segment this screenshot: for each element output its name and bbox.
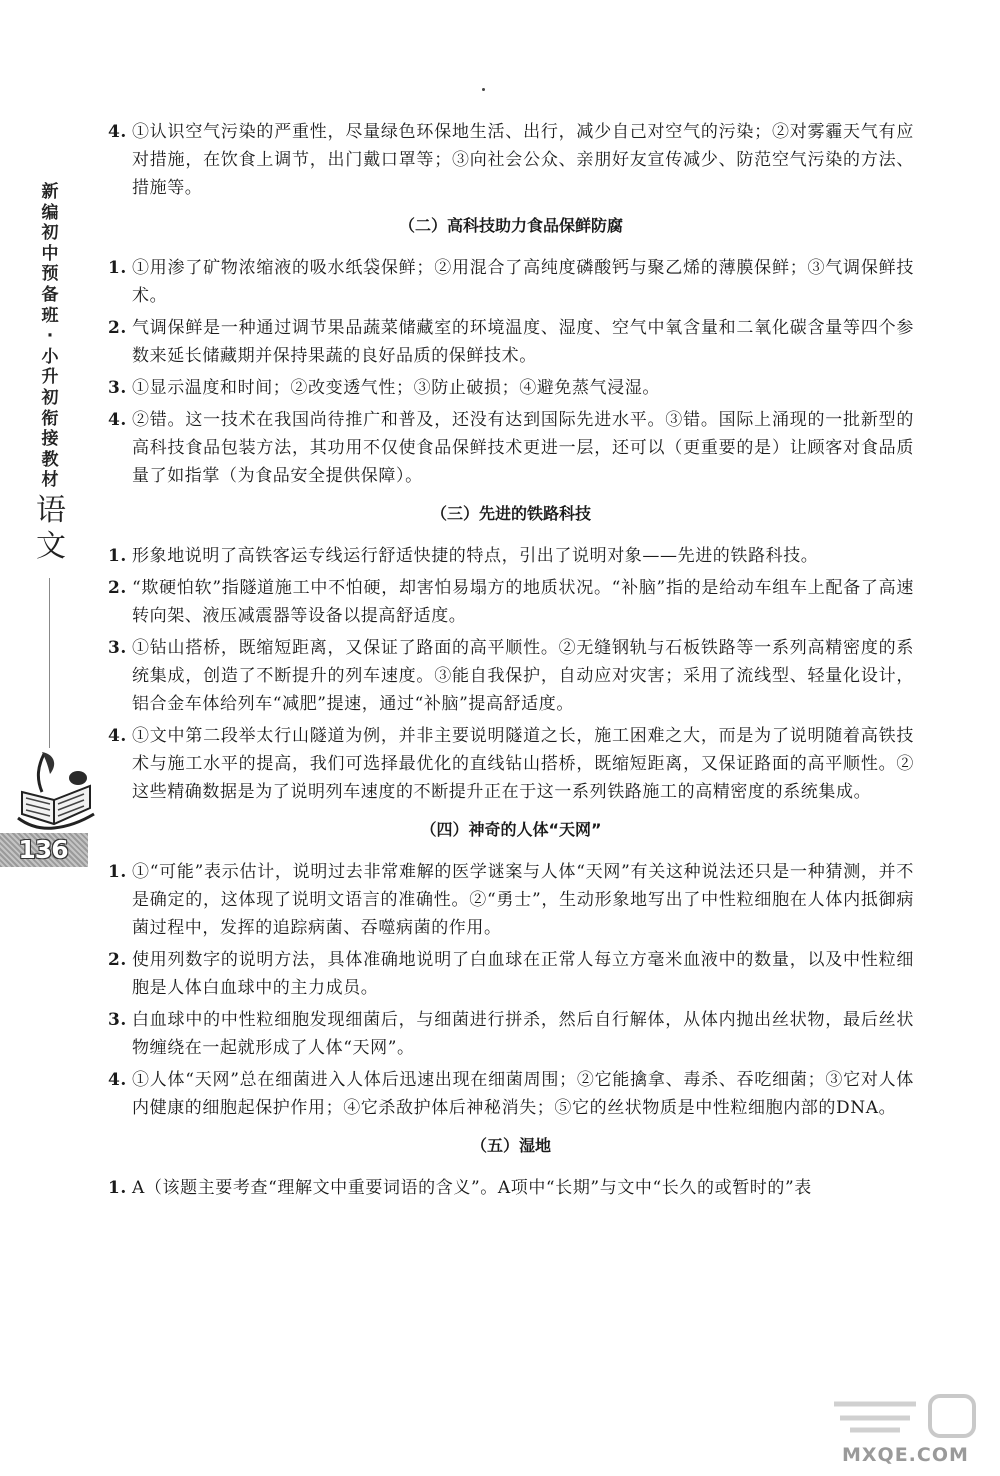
answer-item [108, 946, 914, 1002]
answer-item [108, 118, 914, 202]
item-number: 1. [108, 862, 127, 882]
sidebar-char: 教 [41, 449, 59, 470]
answer-item [108, 542, 914, 570]
item-text: ①用渗了矿物浓缩液的吸水纸袋保鲜；②用混合了高纯度磷酸钙与聚乙烯的薄膜保鲜；③气调保鲜技术。 [132, 258, 914, 306]
item-number: 4. [108, 1070, 127, 1090]
sidebar-char: 衔 [41, 408, 59, 429]
sidebar-title [36, 182, 64, 565]
item-text: ①认识空气污染的严重性，尽量绿色环保地生活、出行，减少自己对空气的污染；②对雾霾天气有应对措施，在饮食上调节，出门戴口罩等；③向社会公众、亲朋好友宣传减少、防范空气污染的方法、措施等。 [132, 122, 914, 198]
item-text: 白血球中的中性粒细胞发现细菌后，与细菌进行拼杀，然后自行解体，从体内抛出丝状物，最后丝状物缠绕在一起就形成了人体“天网”。 [132, 1010, 914, 1058]
sidebar-char: 班 [41, 305, 59, 326]
page-number: 136 [18, 835, 68, 864]
item-number: 2. [108, 318, 127, 338]
sidebar-char: · [46, 326, 54, 347]
item-text: 形象地说明了高铁客运专线运行舒适快捷的特点，引出了说明对象——先进的铁路科技。 [132, 546, 819, 566]
sidebar-char: 小 [41, 346, 59, 367]
answer-item [108, 858, 914, 942]
item-text: 气调保鲜是一种通过调节果品蔬菜储藏室的环境温度、湿度、空气中氧含量和二氧化碳含量等四个参数来延长储藏期并保持果蔬的良好品质的保鲜技术。 [132, 318, 914, 366]
watermark-text: MXQE.COM [842, 1444, 969, 1466]
answer-item [108, 406, 914, 490]
item-text: ①文中第二段举太行山隧道为例，并非主要说明隧道之长，施工困难之大，而是为了说明随着高铁技术与施工水平的提高，我们可选择最优化的直线钻山搭桥，既缩短距离，又保证路面的高平顺性。②这些精确数据是为了说明列车速度的不断提升正在于这一系列铁路施工的高精密度的系统集成。 [132, 726, 914, 802]
answer-item [108, 634, 914, 718]
sidebar-char: 初 [41, 387, 59, 408]
answer-content [108, 118, 914, 1206]
sidebar-char: 接 [41, 429, 59, 450]
item-number: 1. [108, 546, 127, 566]
section-title: （二）高科技助力食品保鲜防腐 [398, 216, 623, 235]
answer-item [108, 254, 914, 310]
item-text: ①钻山搭桥，既缩短距离，又保证了路面的高平顺性。②无缝钢轨与石板铁路等一系列高精密度的系统集成，创造了不断提升的列车速度。③能自我保护，自动应对灾害；采用了流线型、轻量化设计，铝合金车体给列车“减肥”提速，通过“补脑”提高舒适度。 [132, 638, 914, 714]
item-number: 1. [108, 258, 127, 278]
item-number: 2. [108, 578, 127, 598]
sidebar-char: 编 [41, 202, 59, 223]
book-quill-icon [14, 748, 98, 834]
item-text: A（该题主要考查“理解文中重要词语的含义”。A项中“长期”与文中“长久的或暂时的”表 [132, 1178, 812, 1198]
item-text: “欺硬怕软”指隧道施工中不怕硬，却害怕易塌方的地质状况。“补脑”指的是给动车组车上配备了高速转向架、液压减震器等设备以提高舒适度。 [132, 578, 914, 626]
section-title: （四）神奇的人体“天网” [420, 820, 602, 839]
item-number: 4. [108, 726, 127, 746]
section-title: （三）先进的铁路科技 [430, 504, 591, 523]
sidebar-subject: 语文 [36, 492, 66, 564]
item-number: 2. [108, 950, 127, 970]
item-text: ①人体“天网”总在细菌进入人体后迅速出现在细菌周围；②它能擒拿、毒杀、吞吃细菌；③它对人体内健康的细胞起保护作用；④它杀敌护体后神秘消失；⑤它的丝状物质是中性粒细胞内部的DNA。 [132, 1070, 914, 1118]
item-text: ②错。这一技术在我国尚待推广和普及，还没有达到国际先进水平。③错。国际上涌现的一批新型的高科技食品包装方法，其功用不仅使食品保鲜技术更进一层，还可以（更重要的是）让顾客对食品质量了如指掌（为食品安全提供保障）。 [132, 410, 914, 486]
answer-item [108, 574, 914, 630]
section-title: （五）湿地 [470, 1136, 551, 1155]
sidebar-char: 备 [41, 284, 59, 305]
item-number: 3. [108, 638, 127, 658]
answer-item [108, 1174, 914, 1202]
sidebar-char: 中 [41, 243, 59, 264]
answer-item [108, 1066, 914, 1122]
item-number: 4. [108, 122, 127, 142]
item-number: 1. [108, 1178, 127, 1198]
answer-item [108, 314, 914, 370]
sidebar-char: 材 [41, 470, 59, 491]
sidebar-char: 升 [41, 367, 59, 388]
item-number: 3. [108, 378, 127, 398]
item-text: ①显示温度和时间；②改变透气性；③防止破损；④避免蒸气浸湿。 [132, 378, 660, 398]
sidebar-char: 新 [41, 182, 59, 202]
sidebar-char: 初 [41, 223, 59, 244]
item-text: 使用列数字的说明方法，具体准确地说明了白血球在正常人每立方毫米血液中的数量，以及中性粒细胞是人体白血球中的主力成员。 [132, 950, 914, 998]
sidebar-divider [49, 578, 51, 748]
item-number: 3. [108, 1010, 127, 1030]
answer-item [108, 1006, 914, 1062]
answer-item [108, 722, 914, 806]
answer-item [108, 374, 914, 402]
item-number: 4. [108, 410, 127, 430]
page-dot [482, 88, 485, 91]
item-text: ①“可能”表示估计，说明过去非常难解的医学谜案与人体“天网”有关这种说法还只是一种猜测，并不是确定的，这体现了说明文语言的准确性。②“勇士”，生动形象地写出了中性粒细胞在人体内抵御病菌过程中，发挥的追踪病菌、吞噬病菌的作用。 [132, 862, 914, 938]
sidebar-char: 预 [41, 264, 59, 285]
